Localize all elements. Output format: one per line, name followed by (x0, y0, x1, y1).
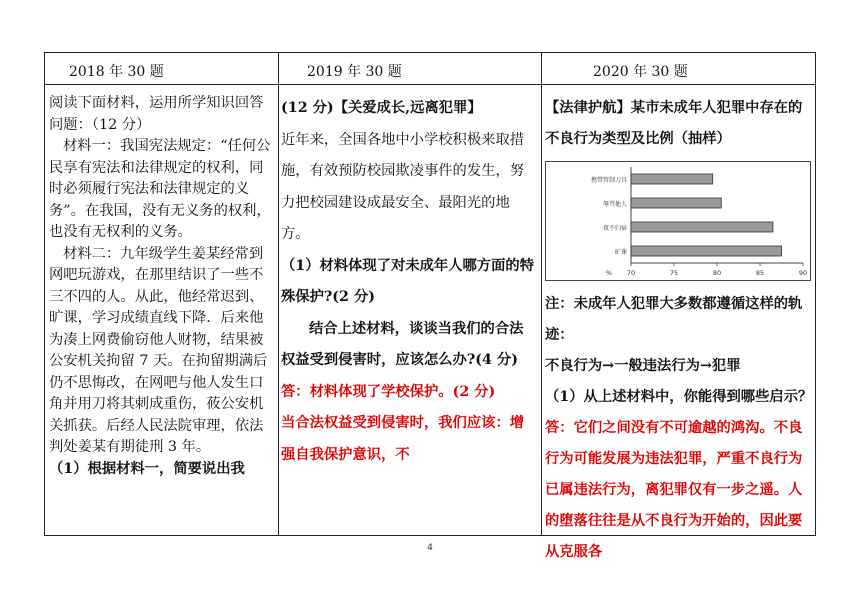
x-tick-label: 75 (669, 269, 679, 277)
trajectory-note: 注：未成年人犯罪大多数都遵循这样的轨迹： (545, 296, 803, 343)
question-title: (12 分)【关爱成长,远离犯罪】 (281, 100, 482, 116)
question-1: （1）材料体现了对未成年人哪方面的特殊保护?(2 分) (281, 257, 534, 305)
comparison-table (44, 52, 816, 560)
answer: 答：它们之间没有不可逾越的鸿沟。不良行为可能发展为违法犯罪，严重不良行为已属违法行为，离犯罪仅有一步之遥。人的堕落往往是从不良行为开始的，因此要从克服各 (545, 420, 803, 560)
header-2020: 2020 年 30 题 (593, 64, 688, 80)
page-number: 4 (427, 543, 433, 553)
answer-1: 答：材料体现了学校保护。(2 分) (281, 383, 496, 400)
bar-chart (545, 161, 811, 281)
category-label: 辱骂他人 (602, 201, 627, 208)
bar (631, 198, 721, 208)
question-title: 【法律护航】某市未成年人犯罪中存在的不良行为类型及比例（抽样） (545, 100, 803, 147)
bar (631, 246, 782, 256)
x-tick-label: 70 (626, 269, 636, 277)
header-2019: 2019 年 30 题 (307, 64, 402, 80)
x-tick-label: 90 (798, 269, 808, 277)
header-2018: 2018 年 30 题 (69, 64, 164, 80)
question-intro: 阅读下面材料，运用所学知识回答问题：（12 分） (49, 95, 264, 133)
material-one: 材料一：我国宪法规定：“任何公民享有宪法和法律规定的权利，同时必须履行宪法和法律规定的义务”。在我国，没有无义务的权利，也没有无权利的义务。 (49, 138, 271, 240)
category-label: 携带管制刀具 (590, 177, 627, 184)
column-divider (278, 53, 279, 535)
bar (631, 222, 773, 232)
x-tick-label: 85 (755, 269, 765, 277)
category-label: 夜不归宿 (602, 225, 627, 232)
column-2020 (545, 93, 813, 560)
column-divider (541, 53, 542, 535)
column-2019 (281, 93, 535, 535)
question-1: （1）根据材料一，简要说出我 (49, 460, 245, 477)
bar (631, 174, 713, 184)
category-label: 旷课 (614, 249, 627, 256)
column-2018 (49, 93, 273, 535)
answer-2: 当合法权益受到侵害时，我们应该：增强自我保护意识，不 (281, 415, 525, 463)
material-two: 材料二：九年级学生姜某经常到网吧玩游戏，在那里结识了一些不三不四的人。从此，他经常迟到、旷课，学习成绩直线下降．后来他为凑上网费偷窃他人财物，结果被公安机关拘留 7 天。在拘留期满后仍不思悔改，在网吧与他人发生口角并用刀将其刺成重伤，莜公安机关抓获。后经人民法院审理，依法判处姜某有期徒刑 3 年。 (49, 245, 268, 455)
question-1: （1）从上述材料中，你能得到哪些启示？ (545, 389, 813, 405)
question-2: 结合上述材料，谈谈当我们的合法权益受到侵害时，应该怎么办?(4 分) (281, 320, 524, 368)
header-divider (45, 84, 815, 85)
trajectory-path: 不良行为→一般违法行为→犯罪 (545, 358, 741, 374)
x-tick-label: % (605, 269, 613, 277)
x-tick-label: 80 (712, 269, 722, 277)
material-body: 近年来，全国各地中小学校积极来取措施，有效预防校园欺凌事件的发生，努力把校园建设成最安全、最阳光的地方。 (281, 131, 525, 242)
